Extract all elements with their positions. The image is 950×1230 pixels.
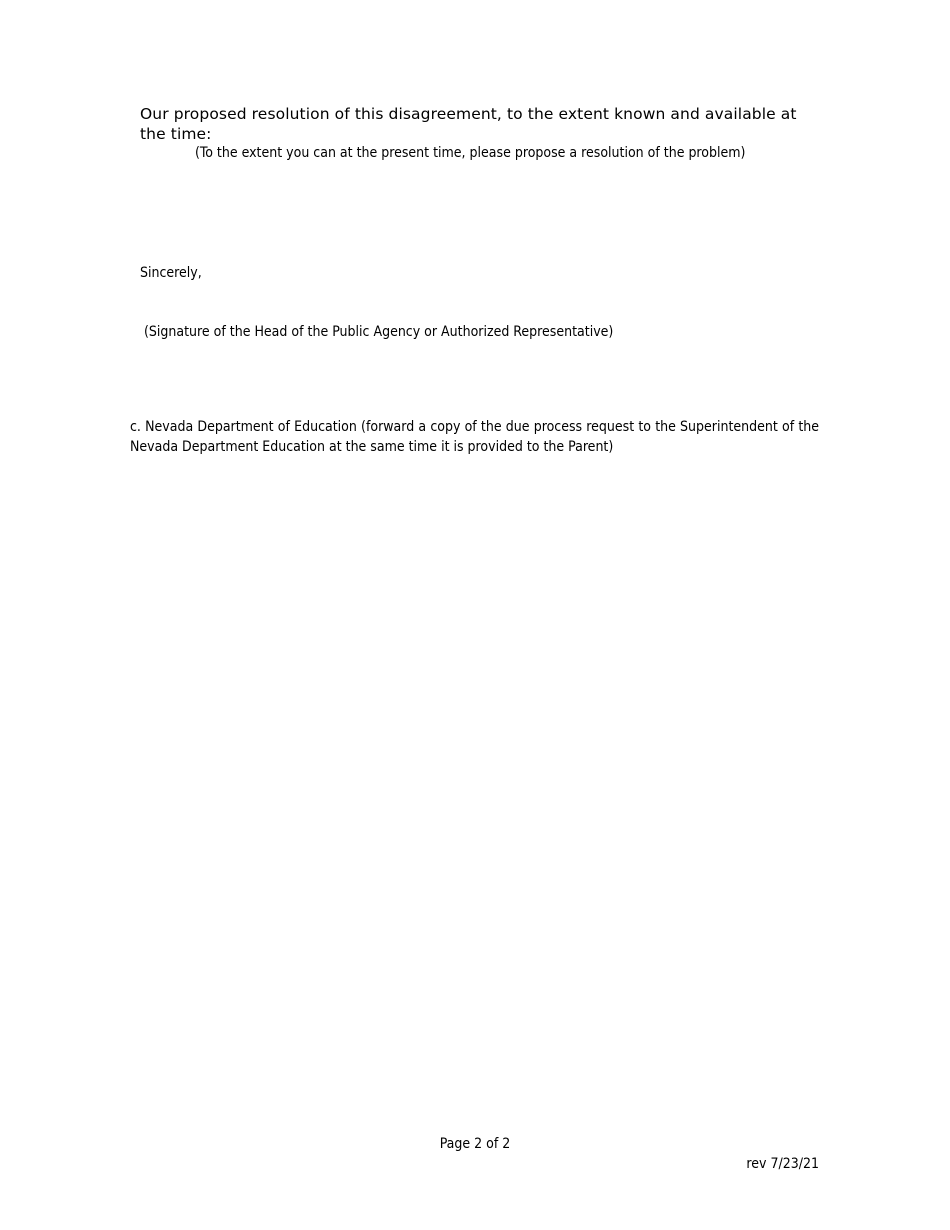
resolution-instruction: (To the extent you can at the present time, please propose a resolution of the problem)	[195, 145, 746, 161]
closing-salutation: Sincerely,	[140, 265, 202, 281]
revision-date: rev 7/23/21	[746, 1156, 819, 1172]
copy-recipient-note: c. Nevada Department of Education (forward a copy of the due process request to the Superintendent of the Nevada Department Education at the same time it is provided to the Parent)	[130, 419, 819, 455]
page-number: Page 2 of 2	[439, 1136, 511, 1152]
resolution-heading: Our proposed resolution of this disagreement, to the extent known and available at the time:	[140, 105, 797, 143]
signature-caption: (Signature of the Head of the Public Agency or Authorized Representative)	[144, 324, 614, 340]
